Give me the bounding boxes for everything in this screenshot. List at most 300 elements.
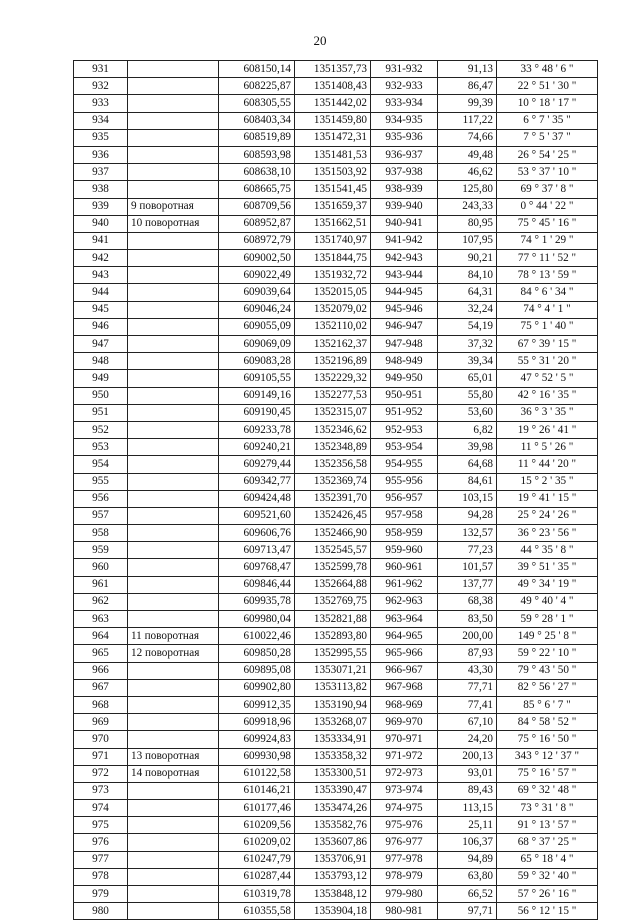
bearing-cell: 7 ° 5 ' 37 "	[497, 129, 598, 146]
length-cell: 67,10	[438, 714, 497, 731]
turn-point-cell	[128, 679, 219, 696]
point-number-cell: 958	[74, 525, 128, 542]
segment-cell: 933-934	[371, 95, 438, 112]
table-row	[74, 559, 598, 576]
length-cell: 93,01	[438, 765, 497, 782]
bearing-cell: 49 ° 40 ' 4 "	[497, 593, 598, 610]
point-number-cell: 979	[74, 886, 128, 903]
table-row	[74, 645, 598, 662]
segment-cell: 964-965	[371, 628, 438, 645]
segment-cell: 942-943	[371, 250, 438, 267]
y-coordinate-cell: 1352893,80	[295, 628, 371, 645]
point-number-cell: 971	[74, 748, 128, 765]
coordinates-table	[73, 60, 598, 920]
bearing-cell: 91 ° 13 ' 57 "	[497, 817, 598, 834]
x-coordinate-cell: 608972,79	[219, 232, 295, 249]
bearing-cell: 85 ° 6 ' 7 "	[497, 696, 598, 713]
turn-point-cell	[128, 181, 219, 198]
turn-point-cell	[128, 267, 219, 284]
point-number-cell: 960	[74, 559, 128, 576]
point-number-cell: 961	[74, 576, 128, 593]
y-coordinate-cell: 1351442,02	[295, 95, 371, 112]
x-coordinate-cell: 609930,98	[219, 748, 295, 765]
segment-cell: 959-960	[371, 542, 438, 559]
point-number-cell: 947	[74, 336, 128, 353]
point-number-cell: 967	[74, 679, 128, 696]
x-coordinate-cell: 609039,64	[219, 284, 295, 301]
bearing-cell: 77 ° 11 ' 52 "	[497, 250, 598, 267]
x-coordinate-cell: 610122,58	[219, 765, 295, 782]
table-row	[74, 181, 598, 198]
table-row	[74, 662, 598, 679]
segment-cell: 973-974	[371, 782, 438, 799]
point-number-cell: 976	[74, 834, 128, 851]
turn-point-cell: 9 поворотная	[128, 198, 219, 215]
table-row	[74, 61, 598, 78]
bearing-cell: 78 ° 13 ' 59 "	[497, 267, 598, 284]
table-row	[74, 696, 598, 713]
y-coordinate-cell: 1353390,47	[295, 782, 371, 799]
bearing-cell: 56 ° 12 ' 15 "	[497, 903, 598, 920]
bearing-cell: 39 ° 51 ' 35 "	[497, 559, 598, 576]
turn-point-cell	[128, 525, 219, 542]
bearing-cell: 11 ° 5 ' 26 "	[497, 439, 598, 456]
x-coordinate-cell: 610022,46	[219, 628, 295, 645]
bearing-cell: 75 ° 16 ' 57 "	[497, 765, 598, 782]
length-cell: 117,22	[438, 112, 497, 129]
turn-point-cell	[128, 250, 219, 267]
length-cell: 39,34	[438, 353, 497, 370]
turn-point-cell	[128, 782, 219, 799]
length-cell: 86,47	[438, 78, 497, 95]
point-number-cell: 943	[74, 267, 128, 284]
point-number-cell: 962	[74, 593, 128, 610]
y-coordinate-cell: 1352229,32	[295, 370, 371, 387]
x-coordinate-cell: 609279,44	[219, 456, 295, 473]
length-cell: 200,00	[438, 628, 497, 645]
bearing-cell: 73 ° 31 ' 8 "	[497, 800, 598, 817]
x-coordinate-cell: 609606,76	[219, 525, 295, 542]
length-cell: 89,43	[438, 782, 497, 799]
point-number-cell: 972	[74, 765, 128, 782]
table-row	[74, 336, 598, 353]
y-coordinate-cell: 1353300,51	[295, 765, 371, 782]
length-cell: 87,93	[438, 645, 497, 662]
bearing-cell: 69 ° 32 ' 48 "	[497, 782, 598, 799]
segment-cell: 938-939	[371, 181, 438, 198]
length-cell: 37,32	[438, 336, 497, 353]
point-number-cell: 949	[74, 370, 128, 387]
x-coordinate-cell: 610177,46	[219, 800, 295, 817]
length-cell: 99,39	[438, 95, 497, 112]
x-coordinate-cell: 609240,21	[219, 439, 295, 456]
bearing-cell: 19 ° 26 ' 41 "	[497, 421, 598, 438]
table-row	[74, 95, 598, 112]
turn-point-cell: 14 поворотная	[128, 765, 219, 782]
point-number-cell: 933	[74, 95, 128, 112]
point-number-cell: 973	[74, 782, 128, 799]
segment-cell: 958-959	[371, 525, 438, 542]
point-number-cell: 937	[74, 164, 128, 181]
y-coordinate-cell: 1351472,31	[295, 129, 371, 146]
length-cell: 125,80	[438, 181, 497, 198]
length-cell: 94,28	[438, 507, 497, 524]
turn-point-cell	[128, 456, 219, 473]
bearing-cell: 36 ° 3 ' 35 "	[497, 404, 598, 421]
y-coordinate-cell: 1352466,90	[295, 525, 371, 542]
bearing-cell: 59 ° 22 ' 10 "	[497, 645, 598, 662]
point-number-cell: 955	[74, 473, 128, 490]
point-number-cell: 938	[74, 181, 128, 198]
bearing-cell: 55 ° 31 ' 20 "	[497, 353, 598, 370]
turn-point-cell	[128, 301, 219, 318]
turn-point-cell: 10 поворотная	[128, 215, 219, 232]
length-cell: 25,11	[438, 817, 497, 834]
length-cell: 77,71	[438, 679, 497, 696]
segment-cell: 969-970	[371, 714, 438, 731]
x-coordinate-cell: 609713,47	[219, 542, 295, 559]
length-cell: 64,31	[438, 284, 497, 301]
length-cell: 74,66	[438, 129, 497, 146]
turn-point-cell: 13 поворотная	[128, 748, 219, 765]
length-cell: 83,50	[438, 611, 497, 628]
bearing-cell: 69 ° 37 ' 8 "	[497, 181, 598, 198]
y-coordinate-cell: 1353848,12	[295, 886, 371, 903]
table-row	[74, 611, 598, 628]
y-coordinate-cell: 1353071,21	[295, 662, 371, 679]
x-coordinate-cell: 609149,16	[219, 387, 295, 404]
length-cell: 113,15	[438, 800, 497, 817]
length-cell: 94,89	[438, 851, 497, 868]
x-coordinate-cell: 609850,28	[219, 645, 295, 662]
x-coordinate-cell: 609846,44	[219, 576, 295, 593]
turn-point-cell	[128, 696, 219, 713]
length-cell: 32,24	[438, 301, 497, 318]
table-row	[74, 146, 598, 163]
turn-point-cell	[128, 662, 219, 679]
turn-point-cell	[128, 78, 219, 95]
table-row	[74, 714, 598, 731]
turn-point-cell	[128, 542, 219, 559]
bearing-cell: 33 ° 48 ' 6 "	[497, 61, 598, 78]
segment-cell: 945-946	[371, 301, 438, 318]
table-row	[74, 490, 598, 507]
table-row	[74, 353, 598, 370]
x-coordinate-cell: 609902,80	[219, 679, 295, 696]
y-coordinate-cell: 1351932,72	[295, 267, 371, 284]
bearing-cell: 49 ° 34 ' 19 "	[497, 576, 598, 593]
x-coordinate-cell: 609046,24	[219, 301, 295, 318]
segment-cell: 965-966	[371, 645, 438, 662]
length-cell: 39,98	[438, 439, 497, 456]
bearing-cell: 343 ° 12 ' 37 "	[497, 748, 598, 765]
length-cell: 106,37	[438, 834, 497, 851]
y-coordinate-cell: 1353706,91	[295, 851, 371, 868]
segment-cell: 950-951	[371, 387, 438, 404]
length-cell: 54,19	[438, 318, 497, 335]
point-number-cell: 966	[74, 662, 128, 679]
bearing-cell: 25 ° 24 ' 26 "	[497, 507, 598, 524]
table-row	[74, 593, 598, 610]
x-coordinate-cell: 610247,79	[219, 851, 295, 868]
table-row	[74, 78, 598, 95]
length-cell: 84,61	[438, 473, 497, 490]
x-coordinate-cell: 610319,78	[219, 886, 295, 903]
table-row	[74, 834, 598, 851]
length-cell: 91,13	[438, 61, 497, 78]
bearing-cell: 57 ° 26 ' 16 "	[497, 886, 598, 903]
segment-cell: 956-957	[371, 490, 438, 507]
turn-point-cell	[128, 611, 219, 628]
y-coordinate-cell: 1353190,94	[295, 696, 371, 713]
turn-point-cell	[128, 129, 219, 146]
bearing-cell: 6 ° 7 ' 35 "	[497, 112, 598, 129]
y-coordinate-cell: 1353113,82	[295, 679, 371, 696]
table-row	[74, 765, 598, 782]
bearing-cell: 26 ° 54 ' 25 "	[497, 146, 598, 163]
segment-cell: 974-975	[371, 800, 438, 817]
segment-cell: 978-979	[371, 868, 438, 885]
table-row	[74, 817, 598, 834]
point-number-cell: 953	[74, 439, 128, 456]
y-coordinate-cell: 1353582,76	[295, 817, 371, 834]
length-cell: 243,33	[438, 198, 497, 215]
length-cell: 55,80	[438, 387, 497, 404]
y-coordinate-cell: 1352196,89	[295, 353, 371, 370]
segment-cell: 967-968	[371, 679, 438, 696]
y-coordinate-cell: 1351357,73	[295, 61, 371, 78]
point-number-cell: 977	[74, 851, 128, 868]
point-number-cell: 980	[74, 903, 128, 920]
table-row	[74, 679, 598, 696]
bearing-cell: 15 ° 2 ' 35 "	[497, 473, 598, 490]
y-coordinate-cell: 1352110,02	[295, 318, 371, 335]
x-coordinate-cell: 609935,78	[219, 593, 295, 610]
x-coordinate-cell: 609342,77	[219, 473, 295, 490]
y-coordinate-cell: 1353607,86	[295, 834, 371, 851]
table-row	[74, 421, 598, 438]
turn-point-cell	[128, 490, 219, 507]
x-coordinate-cell: 609002,50	[219, 250, 295, 267]
length-cell: 77,41	[438, 696, 497, 713]
segment-cell: 971-972	[371, 748, 438, 765]
bearing-cell: 74 ° 1 ' 29 "	[497, 232, 598, 249]
bearing-cell: 44 ° 35 ' 8 "	[497, 542, 598, 559]
x-coordinate-cell: 609912,35	[219, 696, 295, 713]
x-coordinate-cell: 609083,28	[219, 353, 295, 370]
point-number-cell: 959	[74, 542, 128, 559]
segment-cell: 966-967	[371, 662, 438, 679]
segment-cell: 939-940	[371, 198, 438, 215]
y-coordinate-cell: 1352015,05	[295, 284, 371, 301]
point-number-cell: 936	[74, 146, 128, 163]
point-number-cell: 957	[74, 507, 128, 524]
turn-point-cell	[128, 336, 219, 353]
turn-point-cell	[128, 507, 219, 524]
point-number-cell: 951	[74, 404, 128, 421]
y-coordinate-cell: 1352821,88	[295, 611, 371, 628]
segment-cell: 955-956	[371, 473, 438, 490]
table-row	[74, 387, 598, 404]
table-row	[74, 731, 598, 748]
y-coordinate-cell: 1351481,53	[295, 146, 371, 163]
table-row	[74, 456, 598, 473]
x-coordinate-cell: 609190,45	[219, 404, 295, 421]
y-coordinate-cell: 1352769,75	[295, 593, 371, 610]
table-row	[74, 576, 598, 593]
point-number-cell: 964	[74, 628, 128, 645]
y-coordinate-cell: 1352162,37	[295, 336, 371, 353]
bearing-cell: 75 ° 16 ' 50 "	[497, 731, 598, 748]
bearing-cell: 84 ° 6 ' 34 "	[497, 284, 598, 301]
bearing-cell: 149 ° 25 ' 8 "	[497, 628, 598, 645]
bearing-cell: 0 ° 44 ' 22 "	[497, 198, 598, 215]
y-coordinate-cell: 1352277,53	[295, 387, 371, 404]
point-number-cell: 975	[74, 817, 128, 834]
point-number-cell: 942	[74, 250, 128, 267]
segment-cell: 949-950	[371, 370, 438, 387]
turn-point-cell	[128, 164, 219, 181]
length-cell: 65,01	[438, 370, 497, 387]
y-coordinate-cell: 1351408,43	[295, 78, 371, 95]
y-coordinate-cell: 1351740,97	[295, 232, 371, 249]
turn-point-cell	[128, 559, 219, 576]
turn-point-cell	[128, 146, 219, 163]
bearing-cell: 84 ° 58 ' 52 "	[497, 714, 598, 731]
turn-point-cell	[128, 834, 219, 851]
y-coordinate-cell: 1353268,07	[295, 714, 371, 731]
x-coordinate-cell: 610355,58	[219, 903, 295, 920]
length-cell: 107,95	[438, 232, 497, 249]
point-number-cell: 970	[74, 731, 128, 748]
bearing-cell: 82 ° 56 ' 27 "	[497, 679, 598, 696]
point-number-cell: 965	[74, 645, 128, 662]
table-row	[74, 473, 598, 490]
y-coordinate-cell: 1352348,89	[295, 439, 371, 456]
table-row	[74, 903, 598, 920]
segment-cell: 941-942	[371, 232, 438, 249]
bearing-cell: 68 ° 37 ' 25 "	[497, 834, 598, 851]
table-row	[74, 112, 598, 129]
segment-cell: 960-961	[371, 559, 438, 576]
y-coordinate-cell: 1352426,45	[295, 507, 371, 524]
x-coordinate-cell: 609980,04	[219, 611, 295, 628]
length-cell: 46,62	[438, 164, 497, 181]
table-row	[74, 404, 598, 421]
y-coordinate-cell: 1352369,74	[295, 473, 371, 490]
y-coordinate-cell: 1353358,32	[295, 748, 371, 765]
segment-cell: 946-947	[371, 318, 438, 335]
length-cell: 90,21	[438, 250, 497, 267]
point-number-cell: 946	[74, 318, 128, 335]
point-number-cell: 978	[74, 868, 128, 885]
x-coordinate-cell: 609895,08	[219, 662, 295, 679]
turn-point-cell	[128, 61, 219, 78]
y-coordinate-cell: 1352545,57	[295, 542, 371, 559]
point-number-cell: 969	[74, 714, 128, 731]
length-cell: 137,77	[438, 576, 497, 593]
y-coordinate-cell: 1353793,12	[295, 868, 371, 885]
segment-cell: 961-962	[371, 576, 438, 593]
segment-cell: 931-932	[371, 61, 438, 78]
length-cell: 49,48	[438, 146, 497, 163]
point-number-cell: 931	[74, 61, 128, 78]
page-number: 20	[313, 33, 327, 48]
length-cell: 6,82	[438, 421, 497, 438]
segment-cell: 979-980	[371, 886, 438, 903]
bearing-cell: 11 ° 44 ' 20 "	[497, 456, 598, 473]
segment-cell: 947-948	[371, 336, 438, 353]
point-number-cell: 968	[74, 696, 128, 713]
segment-cell: 936-937	[371, 146, 438, 163]
bearing-cell: 22 ° 51 ' 30 "	[497, 78, 598, 95]
point-number-cell: 944	[74, 284, 128, 301]
point-number-cell: 948	[74, 353, 128, 370]
y-coordinate-cell: 1352995,55	[295, 645, 371, 662]
turn-point-cell	[128, 576, 219, 593]
segment-cell: 954-955	[371, 456, 438, 473]
x-coordinate-cell: 609022,49	[219, 267, 295, 284]
y-coordinate-cell: 1352079,02	[295, 301, 371, 318]
point-number-cell: 935	[74, 129, 128, 146]
turn-point-cell	[128, 886, 219, 903]
y-coordinate-cell: 1353474,26	[295, 800, 371, 817]
length-cell: 68,38	[438, 593, 497, 610]
segment-cell: 935-936	[371, 129, 438, 146]
x-coordinate-cell: 609424,48	[219, 490, 295, 507]
length-cell: 200,13	[438, 748, 497, 765]
segment-cell: 976-977	[371, 834, 438, 851]
x-coordinate-cell: 608665,75	[219, 181, 295, 198]
table-row	[74, 370, 598, 387]
segment-cell: 943-944	[371, 267, 438, 284]
turn-point-cell	[128, 353, 219, 370]
x-coordinate-cell: 608403,34	[219, 112, 295, 129]
bearing-cell: 36 ° 23 ' 56 "	[497, 525, 598, 542]
bearing-cell: 47 ° 52 ' 5 "	[497, 370, 598, 387]
turn-point-cell	[128, 473, 219, 490]
bearing-cell: 65 ° 18 ' 4 "	[497, 851, 598, 868]
length-cell: 64,68	[438, 456, 497, 473]
x-coordinate-cell: 609924,83	[219, 731, 295, 748]
segment-cell: 957-958	[371, 507, 438, 524]
y-coordinate-cell: 1352599,78	[295, 559, 371, 576]
turn-point-cell	[128, 800, 219, 817]
point-number-cell: 952	[74, 421, 128, 438]
length-cell: 24,20	[438, 731, 497, 748]
x-coordinate-cell: 608305,55	[219, 95, 295, 112]
turn-point-cell	[128, 112, 219, 129]
table-row	[74, 164, 598, 181]
y-coordinate-cell: 1351503,92	[295, 164, 371, 181]
turn-point-cell	[128, 851, 219, 868]
y-coordinate-cell: 1352356,58	[295, 456, 371, 473]
turn-point-cell	[128, 731, 219, 748]
segment-cell: 932-933	[371, 78, 438, 95]
point-number-cell: 945	[74, 301, 128, 318]
x-coordinate-cell: 610146,21	[219, 782, 295, 799]
table-row	[74, 886, 598, 903]
length-cell: 66,52	[438, 886, 497, 903]
turn-point-cell	[128, 404, 219, 421]
turn-point-cell	[128, 232, 219, 249]
bearing-cell: 59 ° 28 ' 1 "	[497, 611, 598, 628]
point-number-cell: 932	[74, 78, 128, 95]
segment-cell: 970-971	[371, 731, 438, 748]
table-row	[74, 851, 598, 868]
x-coordinate-cell: 609233,78	[219, 421, 295, 438]
y-coordinate-cell: 1352391,70	[295, 490, 371, 507]
